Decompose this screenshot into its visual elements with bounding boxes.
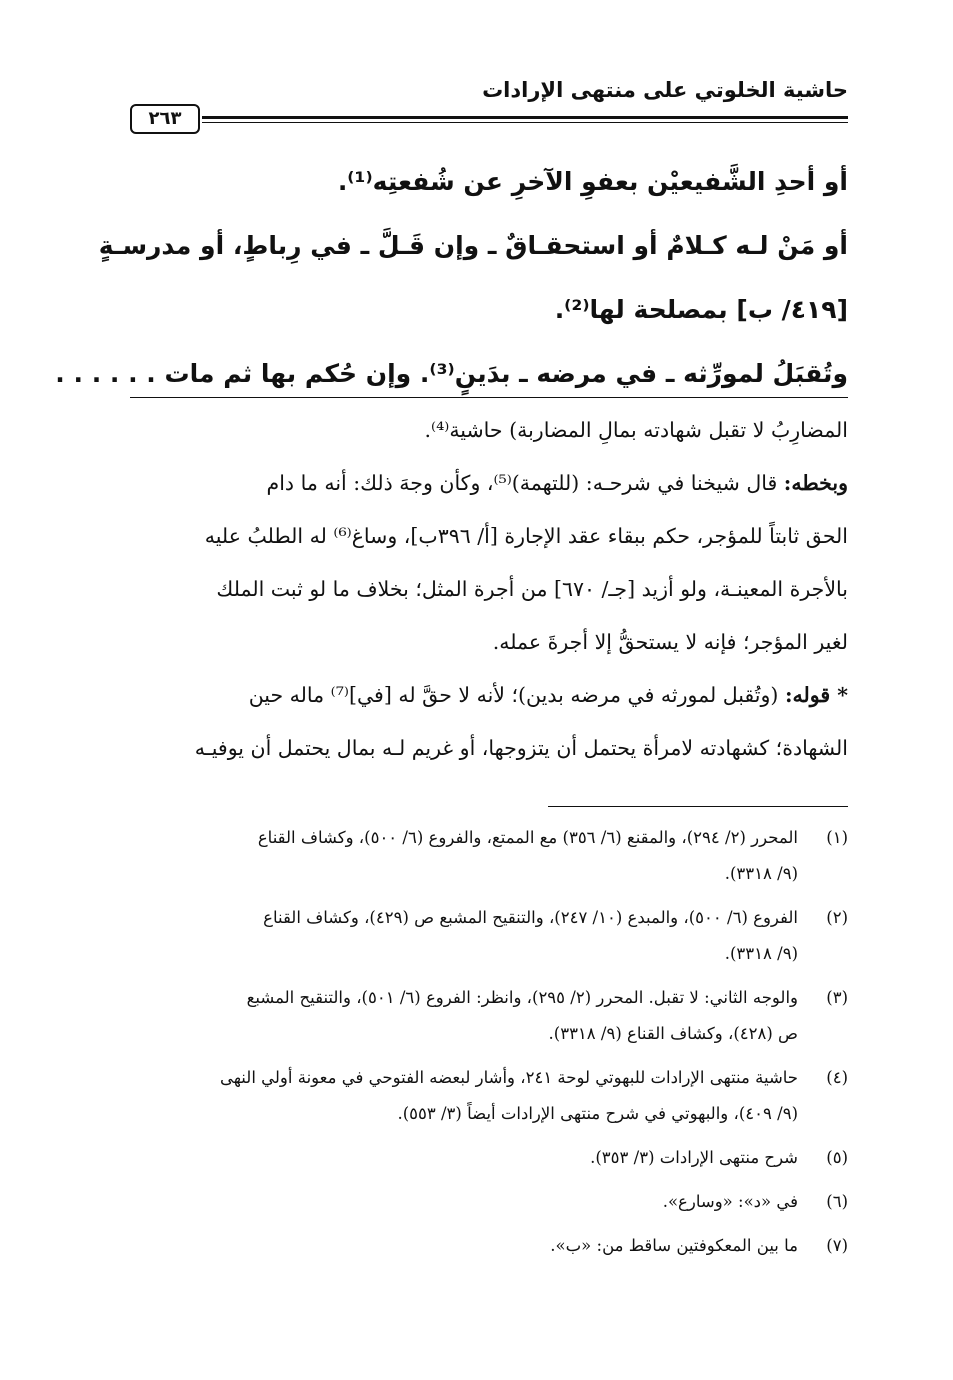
footnote-line: (٩/ ٤٠٩)، والبهوتي في شرح منتهى الإرادات أيضاً (٣/ ٥٥٣). — [397, 1104, 798, 1123]
commentary-line: بالأجرة المعينـة، ولو أزيد [جـ/ ٦٧٠] من أجرة المثل؛ بخلاف ما لو ثبت الملك — [216, 577, 848, 601]
footnote-line: شرح منتهى الإرادات (٣/ ٣٥٣). — [590, 1148, 798, 1167]
lead-word: * قوله: — [784, 683, 848, 707]
page-number: ٢٦٣ — [130, 104, 200, 134]
commentary-line: الحق ثابتاً للمؤجر، حكم ببقاء عقد الإجارة [أ/ ٣٩٦ب]، وساغ⁽⁶⁾ له الطلبُ عليه — [204, 524, 848, 548]
footnote — [130, 1184, 848, 1220]
footnote-separator-rule — [548, 806, 848, 807]
footnote-number: (٧) — [826, 1236, 848, 1255]
footnotes — [130, 820, 848, 1272]
footnote-number: (٦) — [826, 1192, 848, 1211]
footnote-line: حاشية منتهى الإرادات للبهوتي لوحة ٢٤١، وأشار لبعضه الفتوحي في معونة أولي النهى — [219, 1068, 798, 1087]
footnote — [130, 1060, 848, 1132]
footnote — [130, 1140, 848, 1176]
footnote — [130, 980, 848, 1052]
lead-word: وبخطه: — [783, 471, 848, 495]
commentary-line: وبخطه: قال شيخنا في شرحـه: (للتهمة)⁽⁵⁾، وكأن وجهَ ذلك: أنه ما دام — [266, 471, 848, 495]
footnote — [130, 900, 848, 972]
footnote-line: الفروع (٦/ ٥٠٠)، والمبدع (١٠/ ٢٤٧)، والتنقيح المشبع ص (٤٢٩)، وكشاف القناع — [263, 908, 798, 927]
footnote-number: (٢) — [826, 908, 848, 927]
commentary-line: المضارِبُ لا تقبل شهادته بمالِ المضاربة) حاشية⁽⁴⁾. — [424, 418, 848, 442]
footnote-number: (٤) — [826, 1068, 848, 1087]
footnote-line: (٩/ ٣٣١٨). — [724, 944, 798, 963]
page-header — [130, 72, 848, 129]
footnote-line: (٩/ ٣٣١٨). — [724, 864, 798, 883]
footnote-line: في «د»: «وسارع». — [662, 1192, 798, 1211]
footnote-line: المحرر (٢/ ٢٩٤)، والمقنع (٦/ ٣٥٦) مع الممتع، والفروع (٦/ ٥٠٠)، وكشاف القناع — [257, 828, 798, 847]
footnote-number: (١) — [826, 828, 848, 847]
header-rule — [202, 116, 848, 123]
running-title: حاشية الخلوتي على منتهى الإرادات — [482, 78, 848, 102]
footnote-line: ما بين المعكوفتين ساقط من: «ب». — [550, 1236, 798, 1255]
commentary-text — [130, 404, 848, 775]
commentary-line: لغير المؤجر؛ فإنه لا يستحقُّ إلا أجرةَ عمله. — [492, 630, 848, 654]
footnote-line: والوجه الثاني: لا تقبل. المحرر (٢/ ٢٩٥)، وانظر: الفروع (٦/ ٥٠١)، والتنقيح المشبع — [246, 988, 798, 1007]
matn-line: أو مَنْ لـه كـلامٌ أو استحقـاقٌ ـ وإن قَـلَّ ـ في رِباطٍ، أو مدرسـةٍ — [98, 231, 848, 260]
commentary-line: الشهادة؛ كشهادته لامرأة يحتمل أن يتزوجها، أو غريم لـه بمال يحتمل أن يوفيـه — [194, 736, 848, 760]
matn-line: [٤١٩/ ب] بمصلحة لها⁽²⁾. — [554, 295, 848, 324]
matn-separator-rule — [130, 397, 848, 398]
matn-line: أو أحدِ الشَّفيعيْن بعفوِ الآخرِ عن شُفعتِه⁽¹⁾. — [337, 167, 848, 196]
commentary-line: * قوله: (وتُقبل لمورثه في مرضه بدين)؛ لأنه لا حقَّ له [في]⁽⁷⁾ ماله حين — [248, 683, 848, 707]
footnote-number: (٥) — [826, 1148, 848, 1167]
footnote — [130, 820, 848, 892]
matn-line: وتُقبَلُ لمورِّثه ـ في مرضه ـ بدَينٍ⁽³⁾. وإن حُكم بها ثم مات . . . . . . — [55, 359, 848, 388]
footnote-number: (٣) — [826, 988, 848, 1007]
footnote-line: ص (٤٢٨)، وكشاف القناع (٩/ ٣٣١٨). — [548, 1024, 798, 1043]
matn-text — [55, 150, 848, 406]
footnote — [130, 1228, 848, 1264]
